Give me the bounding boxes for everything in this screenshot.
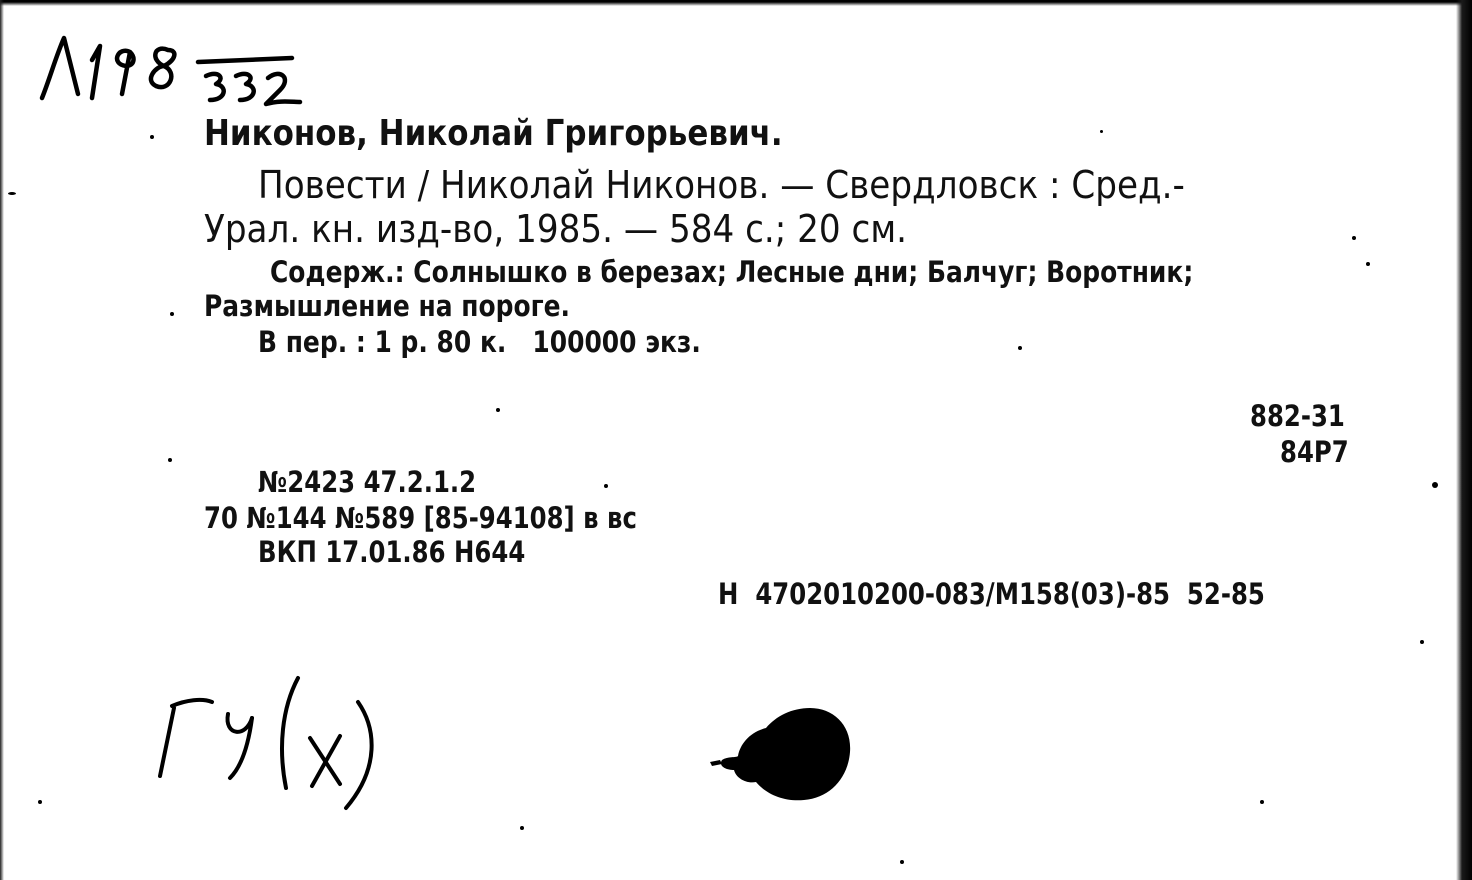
title-line-2: Урал. кн. изд-во, 1985. — 584 с.; 20 см.	[204, 207, 908, 251]
speck	[1100, 130, 1103, 133]
class-code-1: 882-31	[1250, 399, 1345, 433]
contents-line-2: Размышление на пороге.	[204, 289, 571, 323]
scan-edge-left	[0, 0, 4, 880]
price-line: В пер. : 1 р. 80 к. 100000 экз.	[258, 325, 701, 359]
speck	[1352, 236, 1356, 240]
speck	[150, 135, 154, 139]
record-line-2: 70 №144 №589 [85-94108] в вс	[204, 501, 637, 535]
record-line-1: №2423 47.2.1.2	[258, 465, 477, 499]
speck	[38, 800, 42, 804]
speck	[900, 860, 904, 864]
speck	[604, 484, 608, 488]
isbn-line: Н 4702010200-083/М158(03)-85 52-85	[718, 577, 1265, 611]
handwritten-call-number	[30, 20, 330, 120]
speck	[8, 192, 16, 195]
scan-edge-right	[1456, 0, 1472, 880]
speck	[496, 408, 500, 412]
speck	[1018, 346, 1022, 350]
speck	[168, 458, 172, 462]
class-code-2: 84Р7	[1280, 435, 1349, 469]
speck	[520, 826, 524, 830]
title-line-1: Повести / Николай Никонов. — Свердловск : Сред.-	[258, 163, 1185, 207]
speck	[1260, 800, 1264, 804]
handwritten-shelf-mark	[150, 668, 400, 818]
speck	[1432, 482, 1438, 488]
speck	[1366, 262, 1370, 266]
speck	[170, 312, 174, 316]
scan-edge-top	[0, 0, 1472, 6]
speck	[1420, 640, 1424, 644]
contents-line-1: Содерж.: Солнышко в березах; Лесные дни; Балчуг; Воротник;	[270, 255, 1194, 289]
record-line-3: ВКП 17.01.86 Н644	[258, 535, 526, 569]
ink-blot	[706, 700, 866, 810]
author-heading: Никонов, Николай Григорьевич.	[204, 113, 783, 154]
